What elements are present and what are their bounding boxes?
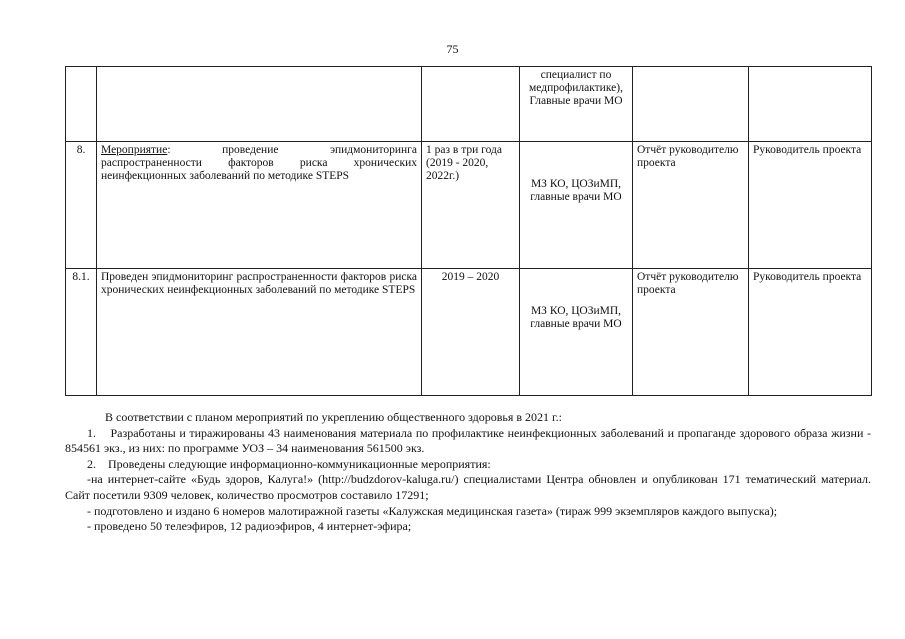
row-number xyxy=(66,67,97,142)
table-row xyxy=(66,269,872,396)
controller-cell xyxy=(749,67,872,142)
list-item: - подготовлено и издано 6 номеров малотиражной газеты «Калужская медицинская газета» (тираж 999 экземпляров каждого выпуска); xyxy=(87,503,778,518)
body-text xyxy=(65,410,871,535)
responsible-text: МЗ КО, ЦОЗиМП, главные врачи МО xyxy=(530,305,622,330)
row-number: 8.1. xyxy=(66,269,97,396)
controller-cell: Руководитель проекта xyxy=(749,269,872,396)
controller-cell: Руководитель проекта xyxy=(749,142,872,269)
activity-text: : проведение эпидмониторинга распространенности факторов риска хронических неинфекционных заболеваний по методике STEPS xyxy=(101,144,417,182)
table-row xyxy=(66,67,872,142)
page-number: 75 xyxy=(446,42,459,56)
list-item: -на интернет-сайте «Будь здоров, Калуга!» (http://budzdorov-kaluga.ru/) специалистами Центра обновлен и опубликован 171 тематический материал. Сайт посетили 9309 человек, количество просмотров составило 17291; xyxy=(65,472,871,502)
activity-cell xyxy=(97,142,422,269)
activity-label: Мероприятие xyxy=(101,144,168,156)
list-item: - проведено 50 телеэфиров, 12 радиоэфиров, 4 интернет-эфира; xyxy=(87,519,412,534)
list-item: 1. Разработаны и тиражированы 43 наименования материала по профилактике неинфекционных заболеваний и пропаганде здорового образа жизни - 854561 экз., из них: по программе УОЗ – 34 наименования 561500 экз. xyxy=(65,425,871,456)
plan-table xyxy=(65,66,872,396)
responsible-text: МЗ КО, ЦОЗиМП, главные врачи МО xyxy=(530,178,622,203)
responsible-cell xyxy=(520,67,633,142)
period-cell xyxy=(422,67,520,142)
period-cell: 1 раз в три года (2019 - 2020, 2022г.) xyxy=(422,142,520,269)
responsible-text: специалист по медпрофилактике), Главные врачи МО xyxy=(529,69,623,107)
intro-paragraph: В соответствии с планом мероприятий по укреплению общественного здоровья в 2021 г.: xyxy=(105,410,562,424)
activity-cell xyxy=(97,67,422,142)
responsible-cell xyxy=(520,269,633,396)
result-cell: Отчёт руководителю проекта xyxy=(633,142,749,269)
row-number: 8. xyxy=(66,142,97,269)
result-cell xyxy=(633,67,749,142)
responsible-cell xyxy=(520,142,633,269)
table-row xyxy=(66,142,872,269)
list-item: 2. Проведены следующие информационно-коммуникационные мероприятия: xyxy=(87,456,491,471)
result-cell: Отчёт руководителю проекта xyxy=(633,269,749,396)
period-cell: 2019 – 2020 xyxy=(422,269,520,396)
activity-cell: Проведен эпидмониторинг распространенности факторов риска хронических неинфекционных заболеваний по методике STEPS xyxy=(97,269,422,396)
